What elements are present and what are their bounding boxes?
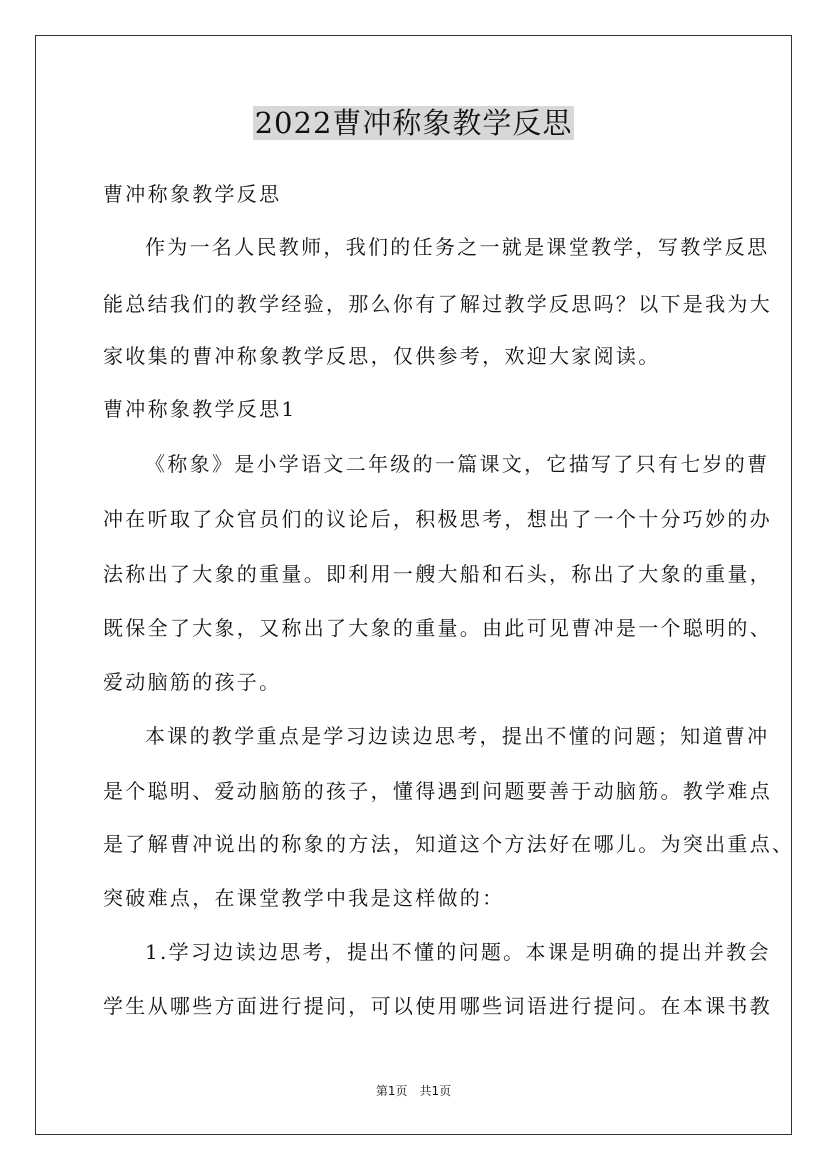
intro-line: 家收集的曹冲称象教学反思，仅供参考，欢迎大家阅读。 [103,344,661,368]
page-footer: 第1页 共1页 [375,1084,452,1098]
paragraph-line: 是个聪明、爱动脑筋的孩子，懂得遇到问题要善于动脑筋。教学难点 [103,779,772,803]
paragraph-line: 是了解曹冲说出的称象的方法，知道这个方法好在哪儿。为突出重点、 [103,832,795,856]
paragraph-line: 爱动脑筋的孩子。 [103,670,282,694]
paragraph-line: 突破难点，在课堂教学中我是这样做的： [103,886,505,910]
paragraph-line: 学生从哪些方面进行提问，可以使用哪些词语进行提问。在本课书教 [103,994,772,1018]
document-subtitle: 曹冲称象教学反思 [103,182,282,206]
paragraph-line: 冲在听取了众官员们的议论后，积极思考，想出了一个十分巧妙的办 [103,507,772,531]
section-heading: 曹冲称象教学反思1 [103,397,297,421]
intro-line: 作为一名人民教师，我们的任务之一就是课堂教学，写教学反思 [145,235,770,259]
paragraph-line: 1.学习边读边思考，提出不懂的问题。本课是明确的提出并教会 [145,940,771,964]
paragraph-line: 本课的教学重点是学习边读边思考，提出不懂的问题；知道曹冲 [145,724,770,748]
document-title: 2022曹冲称象教学反思 [254,106,573,140]
paragraph-line: 《称象》是小学语文二年级的一篇课文，它描写了只有七岁的曹 [145,452,770,476]
paragraph-line: 法称出了大象的重量。即利用一艘大船和石头，称出了大象的重量， [103,562,772,586]
paragraph-line: 既保全了大象，又称出了大象的重量。由此可见曹冲是一个聪明的、 [103,616,772,640]
intro-line: 能总结我们的教学经验，那么你有了解过教学反思吗？以下是我为大 [103,292,772,316]
